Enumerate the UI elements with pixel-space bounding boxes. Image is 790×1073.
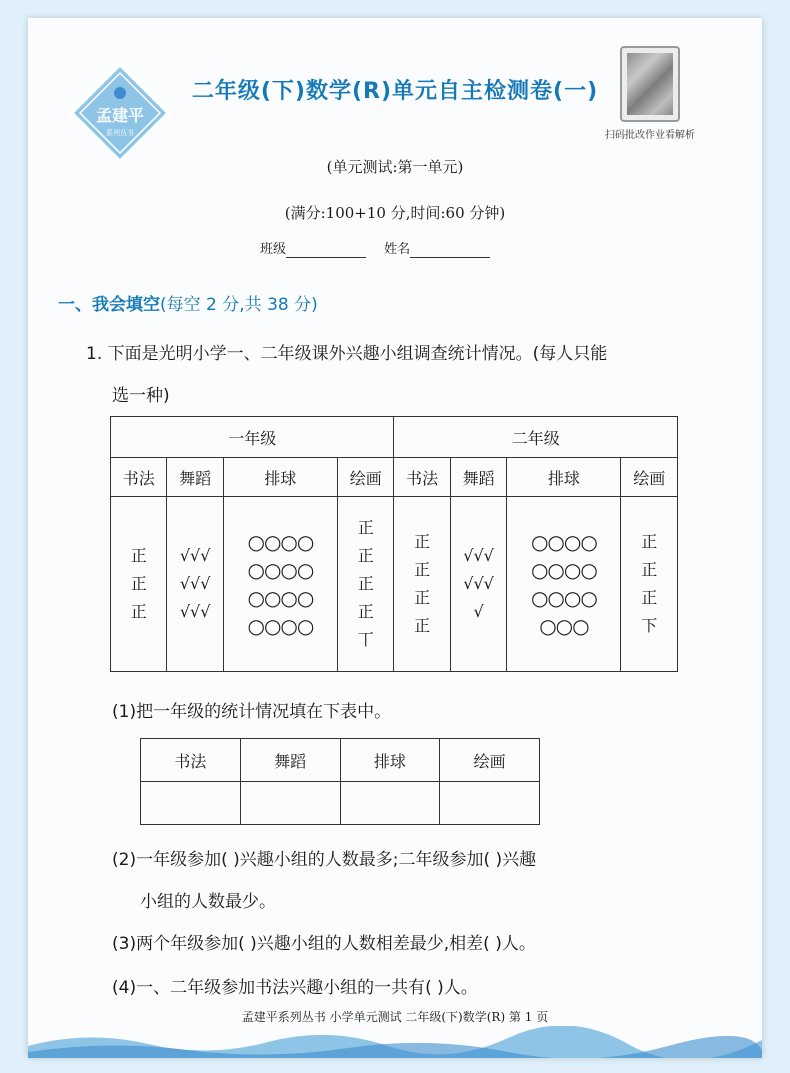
part-2-text-cont: 小组的人数最少。 [140,892,276,912]
question-1-text-cont: 选一种) [112,386,170,406]
section-note: (每空 2 分,共 38 分) [160,295,318,315]
circle-marks: ○○○○ [247,558,314,582]
part-2-text: (2)一年级参加( )兴趣小组的人数最多;二年级参加( )兴趣 [112,850,537,870]
check-marks: √√√ [179,602,211,621]
tally-mark: 正 [357,546,374,565]
answer-cell[interactable] [240,782,340,825]
name-field[interactable] [410,242,490,258]
tally-cell [338,497,394,672]
logo-text: 孟建平 [95,106,145,125]
circle-marks: ○○○ [539,614,589,638]
answer-cell[interactable] [340,782,440,825]
tally-mark: 下 [641,616,658,635]
unit-subtitle: (单元测试:第一单元) [326,158,464,176]
page-title: 二年级(下)数学(R)单元自主检测卷(一) [191,79,599,104]
tally-mark: 正 [641,532,658,551]
student-info-row [260,238,504,258]
qr-label: 扫码批改作业看解析 [605,130,695,141]
tally-mark: 正 [641,560,658,579]
circle-marks: ○○○○ [530,530,597,554]
col-header: 绘画 [621,458,678,497]
check-marks: √√√ [463,546,494,565]
tally-cell [621,497,678,672]
part-3-text: (3)两个年级参加( )兴趣小组的人数相差最少,相差( )人。 [112,934,536,954]
tally-cell [111,497,167,672]
circle-marks: ○○○○ [530,558,597,582]
col-header: 绘画 [338,458,394,497]
answer-col-header: 排球 [340,739,440,782]
section-heading [58,290,318,315]
circle-marks: ○○○○ [530,586,597,610]
circle-marks: ○○○○ [247,614,314,638]
tally-mark: 正 [357,574,374,593]
tally-mark: 正 [414,560,431,579]
grade-1-header: 一年级 [111,417,394,458]
tally-cell [507,497,621,672]
qr-code[interactable] [620,46,680,122]
decorative-waves [28,1026,762,1058]
col-header: 排球 [223,458,337,497]
logo-subtext: 系列丛书 [106,129,134,137]
col-header: 舞蹈 [167,458,223,497]
check-marks: √√√ [179,574,211,593]
page-footer: 孟建平系列丛书 小学单元测试 二年级(下)数学(R) 第 1 页 [241,1010,549,1024]
tally-mark: 正 [130,602,147,621]
tally-mark: 正 [130,546,147,565]
answer-cell[interactable] [440,782,540,825]
check-marks: √ [473,602,484,621]
tally-cell [394,497,450,672]
grade-2-header: 二年级 [394,417,678,458]
part-1-text: (1)把一年级的统计情况填在下表中。 [112,702,392,722]
tally-mark: 正 [414,588,431,607]
tally-cell [450,497,506,672]
check-marks: √√√ [463,574,494,593]
tally-table [110,416,678,672]
class-label: 班级 [260,242,287,257]
tally-mark: 正 [641,588,658,607]
answer-col-header: 绘画 [440,739,540,782]
answer-col-header: 书法 [141,739,241,782]
col-header: 舞蹈 [450,458,506,497]
check-marks: √√√ [179,546,211,565]
circle-marks: ○○○○ [247,530,314,554]
col-header: 排球 [507,458,621,497]
score-time: (满分:100+10 分,时间:60 分钟) [284,204,506,222]
tally-mark: 正 [130,574,147,593]
tally-mark: 正 [357,518,374,537]
tally-cell [223,497,337,672]
section-title: 一、我会填空 [58,295,160,315]
class-field[interactable] [286,242,366,258]
col-header: 书法 [111,458,167,497]
tally-cell [167,497,223,672]
tally-mark: 丅 [357,630,374,649]
circle-marks: ○○○○ [247,586,314,610]
tally-mark: 正 [414,616,431,635]
col-header: 书法 [394,458,450,497]
question-1-text: 1. 下面是光明小学一、二年级课外兴趣小组调查统计情况。(每人只能 [86,344,608,364]
answer-col-header: 舞蹈 [240,739,340,782]
name-label: 姓名 [384,242,411,257]
answer-cell[interactable] [141,782,241,825]
qr-code-pattern [627,53,673,115]
tally-mark: 正 [357,602,374,621]
answer-table [140,738,540,825]
tally-mark: 正 [414,532,431,551]
part-4-text: (4)一、二年级参加书法兴趣小组的一共有( )人。 [112,978,478,998]
worksheet-page [28,18,762,1058]
